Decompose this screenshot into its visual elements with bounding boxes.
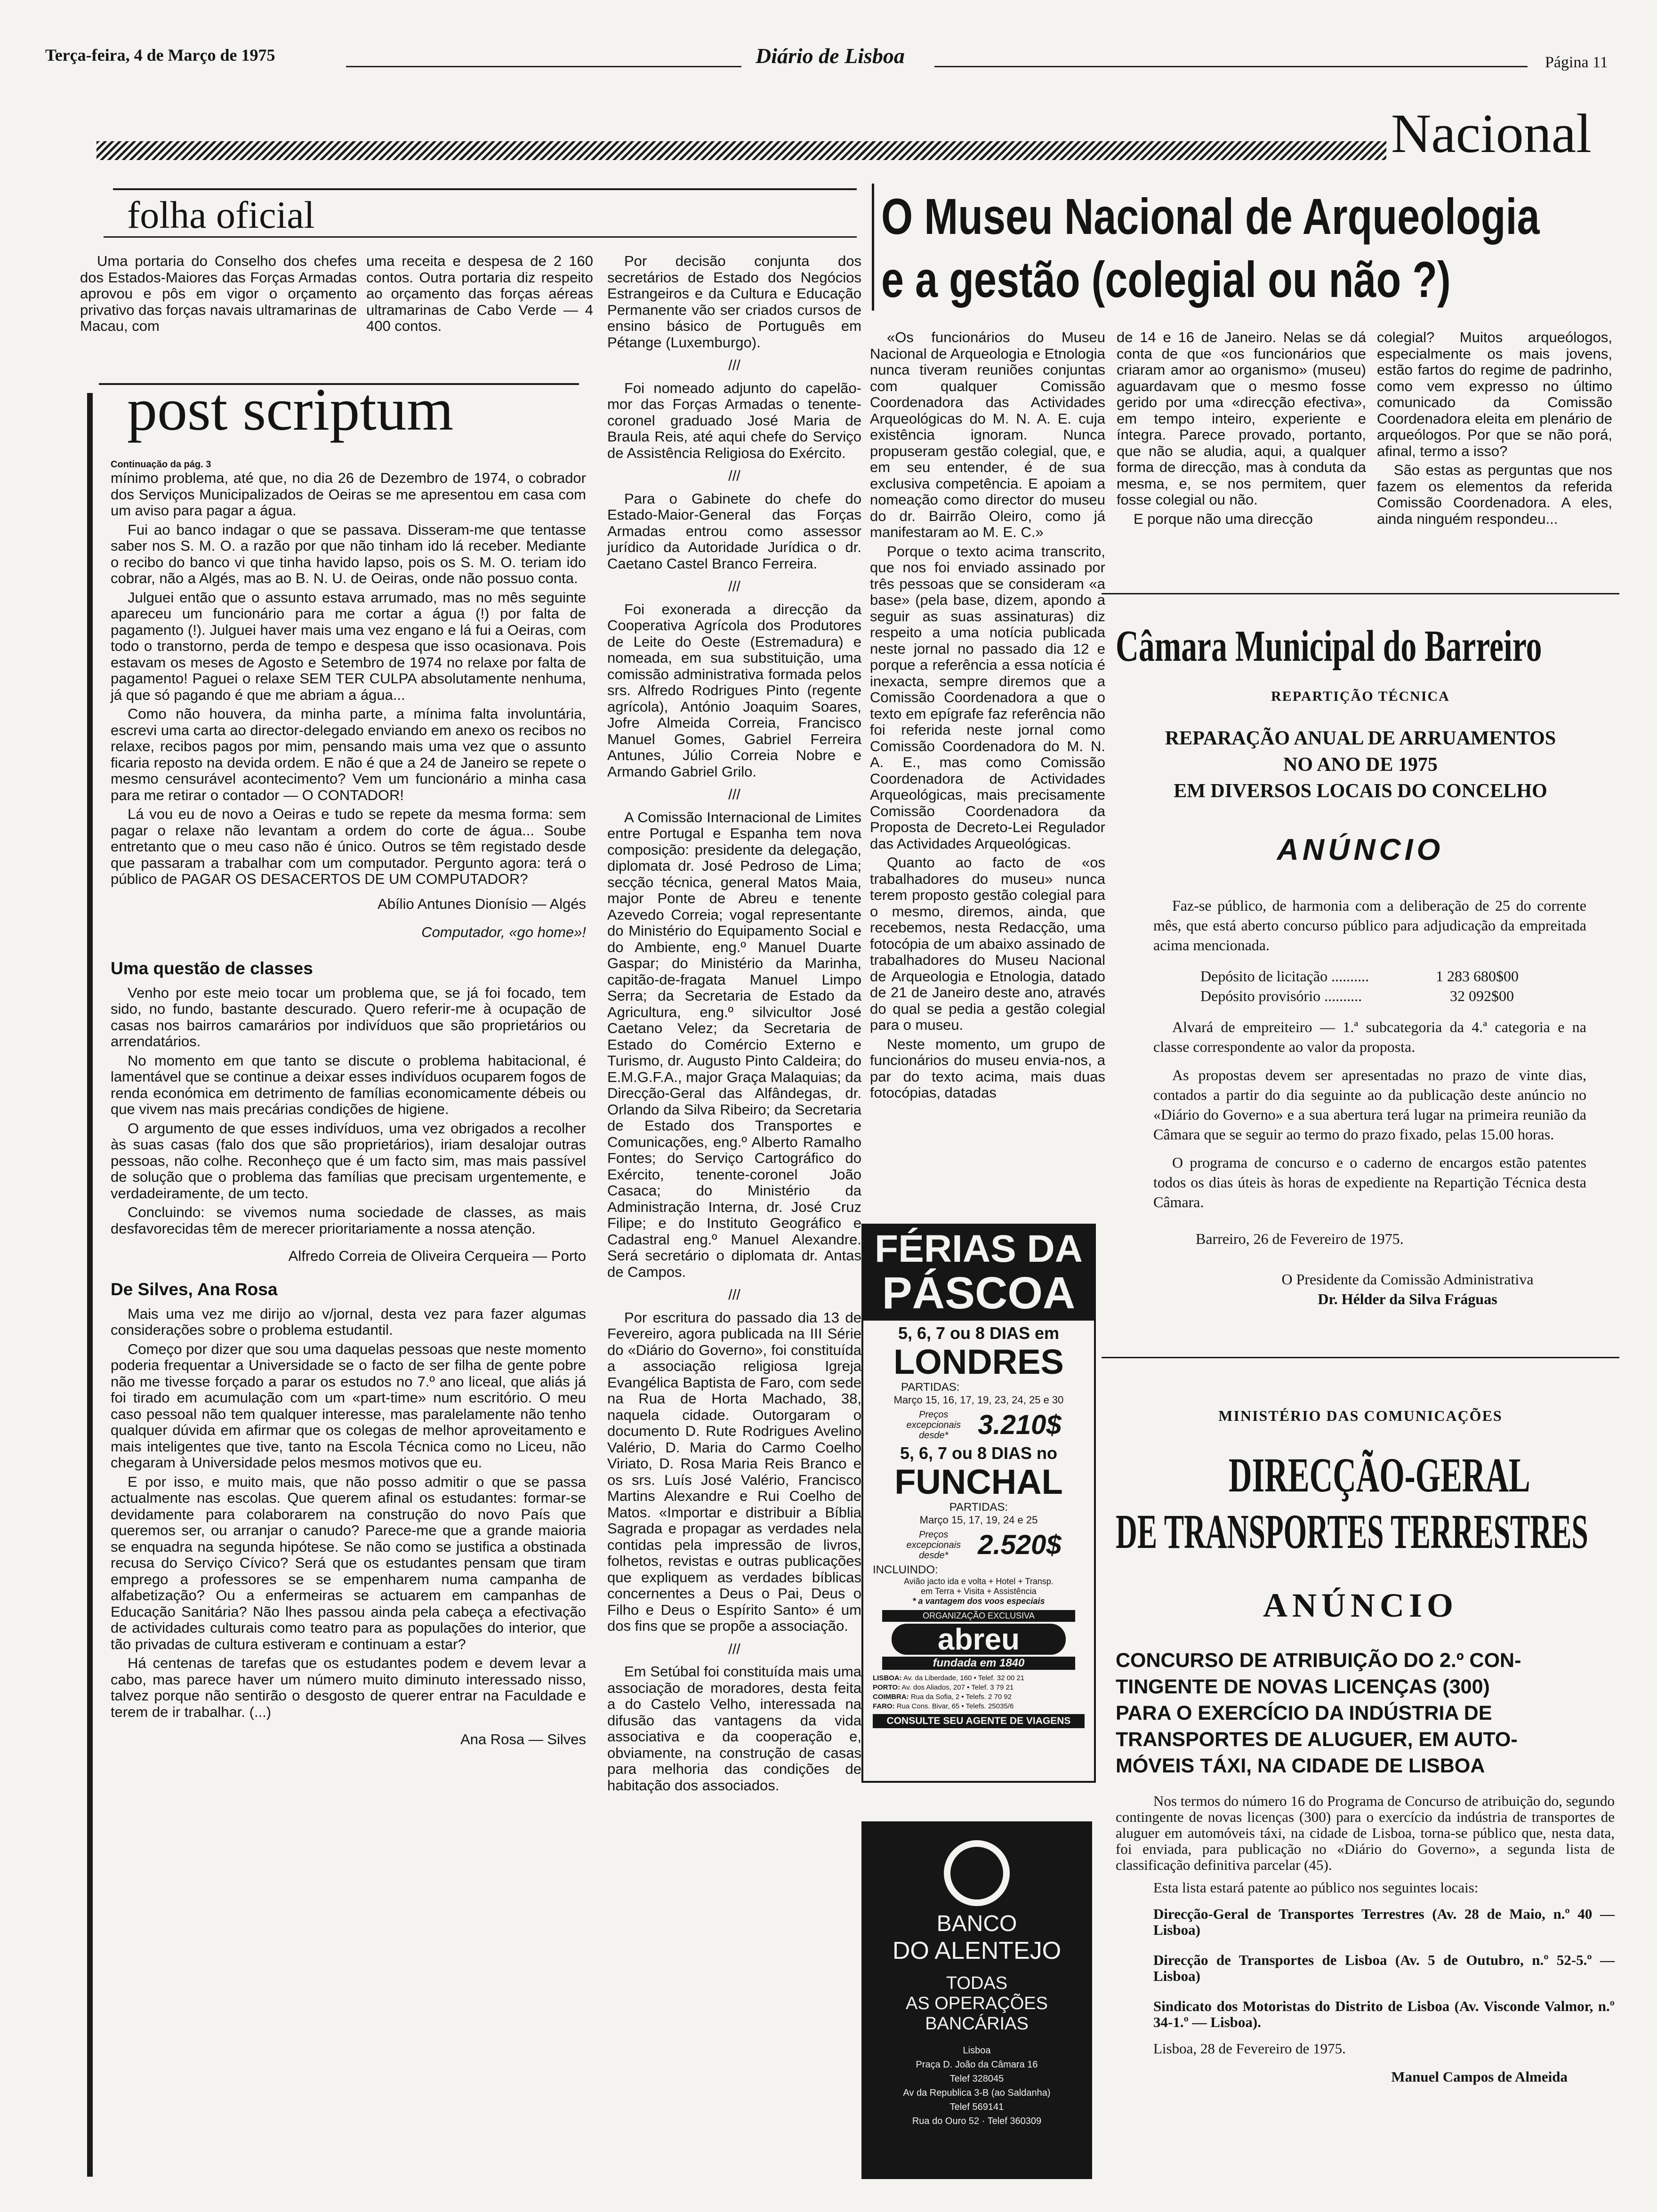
ps-heading-3: De Silves, Ana Rosa	[111, 1279, 278, 1299]
ferias-days-2: 5, 6, 7 ou 8 DIAS no	[900, 1443, 1058, 1463]
paragraph: colegial? Muitos arqueólogos, especialmente os mais jovens, estão fartos do regime de padrinho, como vem expresso no último comunicado da Comissão Coordenadora eleita em plenário de arqueólogos. Por que se não porá, afinal, termo a isso?	[1377, 329, 1612, 459]
museu-vertical-rule	[872, 184, 874, 311]
museu-col3	[1377, 329, 1612, 530]
ferias-office	[873, 1692, 1085, 1702]
ferias-price-row-2	[873, 1529, 1085, 1561]
ferias-incl-1: Avião jacto ida e volta + Hotel + Transp.	[904, 1577, 1054, 1586]
banco-addr-line: Av da Republica 3-B (ao Saldanha)	[903, 2088, 1051, 2098]
mc-heading	[1116, 1647, 1615, 1779]
deposit-label: Depósito provisório ..........	[1200, 987, 1362, 1004]
mc-heading-3: PARA O EXERCÍCIO DA INDÚSTRIA DE	[1116, 1702, 1492, 1724]
office-addr: Av. dos Aliados, 207 • Telef. 3 79 21	[901, 1683, 1014, 1691]
ferias-incl-2: em Terra + Visita + Assistência	[921, 1587, 1037, 1596]
ferias-days-1: 5, 6, 7 ou 8 DIAS em	[898, 1323, 1060, 1343]
office-city: PORTO:	[873, 1683, 901, 1691]
folha-title: folha oficial	[127, 193, 315, 236]
folha-item: Por decisão conjunta dos secretários de Estado dos Negócios Estrangeiros e da Cultura e Educação Permanente vão ser criados cursos de ensino básico de Português em Pétange (Luxemburgo).	[607, 253, 861, 351]
folha-item: A Comissão Internacional de Limites entre Portugal e Espanha tem nova composição: presidente da delegação, diplomata dr. José Pedroso de Lima; secção técnica, general Matos Maia, major Ponte de Abreu e tenente Azevedo Correia; vogal representante do Ministério do Equipamento Social e do Ambiente, eng.º Manuel Duarte Gaspar; do Ministério da Marinha, capitão-de-fragata Manuel Limpo Serra; da Secretaria de Estado da Agricultura, eng.º silvicultor José Caetano Velez; da Secretaria de Estado do Comércio Externo e Turismo, dr. Augusto Pinto Caldeira; do E.M.G.F.A., major Graça Malaquias; da Direcção-Geral das Alfândegas, dr. Orlando da Silva Ribeiro; da Secretaria de Estado dos Transportes e Comunicações, eng.º Alberto Ramalho Fontes; do Serviço Cartográfico do Exército, tenente-coronel João Casaca; do Ministério da Administração Interna, dr. José Cruz Filipe; e do Instituto Geográfico e Cadastral eng.º Manuel Alexandre. Será secretário o diplomata dr. Antas de Campos.	[607, 809, 861, 1280]
barreiro-heading	[1102, 725, 1619, 804]
ps-tagline: Computador, «go home»!	[421, 924, 586, 940]
mc-ministry: MINISTÉRIO DAS COMUNICAÇÕES	[1218, 1407, 1503, 1424]
paragraph: Fui ao banco indagar o que se passava. Disseram-me que tentasse saber nos S. M. O. a razão por que não tinham ido lá receber. Mediante o recibo do banco vi que tinha havido lapso, pois os S. M. O. teriam ido cobrar, não a Algés, mas ao B. N. U. de Oeiras, onde não possuo conta.	[111, 521, 586, 586]
paragraph: Porque o texto acima transcrito, que nos foi enviado assinado por três pessoas que se consideram «a base» (pela base, dizem, apondo a seguir as suas assinaturas) diz respeito a uma notícia publicada neste jornal no passado dia 12 e porque a referência a essa notícia é inexacta, sempre diremos que a Comissão Coordenadora a que o texto em epígrafe faz referência não foi referida neste jornal como Comissão Coordenadora do M. N. A. E., mas como Comissão Coordenadora de Actividades Arqueológicas, mais precisamente Comissão Coordenadora da Proposta de Decreto-Lei Regulador das Actividades Arqueológicas.	[870, 543, 1105, 852]
banco-ops-2: AS OPERAÇÕES	[906, 1994, 1048, 2013]
folha-col2-text: uma receita e despesa de 2 160 contos. Outra portaria diz respeito ao orçamento das forças aéreas ultramarinas de Cabo Verde — 4 400 contos.	[366, 253, 593, 334]
header-date: Terça-feira, 4 de Março de 1975	[45, 46, 275, 64]
ferias-offices	[873, 1674, 1085, 1711]
ps-title: post scriptum	[127, 376, 454, 443]
paragraph: São estas as perguntas que nos fazem os elementos da referida Comissão Coordenadora. A eles, ainda ninguém respondeu...	[1377, 462, 1612, 527]
barreiro-title: Câmara Municipal do Barreiro	[1116, 622, 1542, 671]
ps-signature-1: Abílio Antunes Dionísio — Algés	[378, 895, 586, 912]
ps-letter-1	[111, 470, 586, 941]
banco-addr-line: Praça D. João da Câmara 16	[916, 2060, 1038, 2070]
paragraph: Concluindo: se vivemos numa sociedade de classes, as mais desfavorecidas têm de merecer prioritariamente a nossa atenção.	[111, 1204, 586, 1237]
museu-col1	[870, 329, 1105, 1104]
folha-col2	[366, 253, 593, 337]
office-addr: Av. da Liberdade, 160 • Telef. 32 00 21	[903, 1674, 1025, 1682]
paragraph: O argumento de que esses indivíduos, uma vez obrigados a recolher às suas casas (falo dos que são proprietários), iriam desalojar outras pessoas, não colhe. Reconheço que é um facto sim, mas mais passível de solução que o problema das famílias que precisam urgentemente, e verdadeiramente, de um tecto.	[111, 1120, 586, 1202]
folha-separator: ///	[728, 1286, 740, 1303]
banco-name-2: DO ALENTEJO	[892, 1937, 1062, 1964]
paragraph: Há centenas de tarefas que os estudantes podem e devem levar a cabo, mas parece haver um número muito diminuto interessado nisso, talvez porque não sentirão o desgosto de querer entrar na Faculdade e terem de ir trabalhar. (...)	[111, 1655, 586, 1720]
mc-body	[1116, 1793, 1615, 2085]
folha-col1-text: Uma portaria do Conselho dos chefes dos Estados-Maiores das Forças Armadas aprovou e pôs em vigor o orçamento privativo das forças navais ultramarinas de Macau, com	[80, 253, 357, 334]
banco-ops-3: BANCÁRIAS	[925, 2014, 1029, 2034]
barreiro-deposit-1	[1153, 966, 1586, 986]
mc-heading-2: TINGENTE DE NOVAS LICENÇAS (300)	[1116, 1675, 1490, 1698]
page-number: Página 11	[1545, 54, 1608, 71]
paragraph: Neste momento, um grupo de funcionários do museu envia-nos, a par do texto acima, mais duas fotocópias, datadas	[870, 1035, 1105, 1101]
folha-separator: ///	[728, 578, 740, 594]
mc-anuncio: ANÚNCIO	[1263, 1587, 1458, 1624]
museu-title-line-1: O Museu Nacional de Arqueologia	[881, 188, 1540, 245]
folha-top-rule	[113, 188, 857, 190]
folha-separator: ///	[728, 357, 740, 373]
header-rule-left	[346, 66, 741, 67]
ps-signature-3: Ana Rosa — Silves	[460, 1731, 586, 1747]
mc-heading-5: MÓVEIS TÁXI, NA CIDADE DE LISBOA	[1116, 1755, 1485, 1777]
paragraph: E porque não uma direcção	[1134, 510, 1313, 527]
banco-ops-1: TODAS	[946, 1973, 1008, 1993]
museu-title-line-2: e a gestão (colegial ou não ?)	[881, 251, 1451, 308]
mc-location-3: Sindicato dos Motoristas do Distrito de Lisboa (Av. Visconde Valmor, n.º 34-1.º — Lisboa).	[1153, 1998, 1615, 2030]
barreiro-sig-2: Dr. Hélder da Silva Fráguas	[1318, 1290, 1497, 1307]
ferias-price-2: 2.520$	[978, 1530, 1062, 1560]
folha-title-rule	[104, 236, 857, 238]
mc-location-1: Direcção-Geral de Transportes Terrestres (Av. 28 de Maio, n.º 40 — Lisboa)	[1153, 1906, 1615, 1938]
folha-item: Foi exonerada a direcção da Cooperativa Agrícola dos Produtores de Leite do Oeste (Estremadura) e nomeada, em sua substituição, uma comissão administrativa formada pelos srs. Alfredo Rodrigues Pinto (regente agrícola), António Joaquim Soares, Jofre Almeida Correia, Francisco Manuel Gomes, Gabriel Ferreira Antunes, Júlio Correia Nobre e Armando Gabriel Grilo.	[607, 601, 861, 780]
ps-side-bar	[87, 393, 93, 2177]
museu-col2	[1117, 329, 1366, 530]
paragraph: As propostas devem ser apresentadas no prazo de vinte dias, contados a partir do dia seguinte ao da publicação deste anúncio no «Diário do Governo» e a sua abertura terá lugar na primeira reunião da Câmara que se seguir ao termo do prazo fixado, pelas 15.00 horas.	[1153, 1066, 1586, 1143]
deposit-label: Depósito de licitação ..........	[1200, 968, 1369, 985]
deposit-value: 1 283 680$00	[1436, 968, 1519, 985]
ferias-brand: abreu	[892, 1624, 1066, 1655]
paragraph: «Os funcionários do Museu Nacional de Arqueologia e Etnologia nunca tiveram reuniões conjuntas com qualquer Comissão Coordenadora das Actividades Arqueológicas do M. N. A. E. cuja existência ignoram. Nunca propuseram gestão colegial, que, e em seu entender, é de sua exclusiva competência. E apoiam a nomeação como director do museu do dr. Bairrão Oleiro, como já manifestaram ao M. E. C.»	[870, 329, 1105, 540]
banco-name-1: BANCO	[936, 1911, 1017, 1936]
office-city: FARO:	[873, 1702, 895, 1710]
ferias-line-2: PÁSCOA	[882, 1268, 1076, 1318]
paragraph: E por isso, e muito mais, que não posso admitir o que se passa actualmente nas escolas. Que querem afinal os estudantes: formar-se devidamente para colaborarem na construção do novo País que queremos ser, ou arranjar o canudo? Parece-me que a grande maioria se enquadra na segunda hipótese. Se não como se justifica a obstinada recusa do Serviço Cívico? Será que os estudantes pensam que tiram emprego a professores se se empenharem numa campanha de alfabetização? Ou a enfermeiras se actuarem em campanhas de Educação Sanitária? Não lhes passou ainda pela cabeça a efectivação de actividades culturais como teatro para as populações do interior, que tão privadas de cultura estiveram e continuam a estar?	[111, 1473, 586, 1652]
ferias-partidas-2: Março 15, 17, 19, 24 e 25	[919, 1514, 1038, 1526]
ferias-precos-2: Preços excepcionais desde*	[906, 1529, 961, 1561]
paragraph: Começo por dizer que sou uma daquelas pessoas que neste momento poderia frequentar a Universidade se o facto de ser filha de gente pobre não me tivesse forçado a parar os estudos no 7.º ano liceal, que aliás já foi tirado em acumulação com um «part-time» num escritório. O meu caso pessoal não tem qualquer interesse, mas paralelamente não tenho qualquer dúvida em afirmar que os colegas de melhor aproveitamento e mais inteligentes que tive, tanto na Escola Técnica como no Liceu, não chegaram à Universidade pelos mesmos motivos que eu.	[111, 1340, 586, 1471]
ps-letter-3	[111, 1306, 586, 1748]
section-hatch-bar	[97, 141, 1386, 160]
masthead: Diário de Lisboa	[756, 44, 905, 68]
ferias-price-row-1	[873, 1409, 1085, 1441]
folha-item: Por escritura do passado dia 13 de Fevereiro, agora publicada na III Série do «Diário do Governo», foi constituída a associação religiosa Igreja Evangélica Baptista de Faro, com sede na Rua de Horta Machado, 38, naquela cidade. Outorgaram o documento D. Rute Rodrigues Avelino Valério, D. Maria do Carmo Coelho Viriato, D. Rosa Maria Reis Branco e os srs. Luís José Valério, Francisco Martins Alexandre e Rui Coelho de Matos. «Importar e distribuir a Bíblia Sagrada e propagar as verdades nela contidas pela impressão de livros, folhetos, revistas e outras publicações que expliquem as verdades bíblicas concernentes a Deus o Pai, Deus o Filho e Deus o Espírito Santo» é um dos fins que se propõe a associação.	[607, 1309, 861, 1634]
paragraph: Venho por este meio tocar um problema que, se já foi focado, tem sido, no fundo, bastante descurado. Quero referir-me à ocupação de casas nos bairros camarários por indivíduos que são proprietários ou arrendatários.	[111, 984, 586, 1050]
barreiro-deposit-2	[1153, 986, 1586, 1006]
barreiro-heading-2: NO ANO DE 1975	[1283, 754, 1438, 776]
banco-addr-line: Rua do Ouro 52 · Telef 360309	[912, 2116, 1042, 2126]
ps-body	[111, 459, 586, 1748]
ferias-ad	[861, 1224, 1096, 1783]
folha-separator: ///	[728, 786, 740, 802]
ferias-header	[863, 1226, 1094, 1321]
paragraph: de 14 e 16 de Janeiro. Nelas se dá conta de que «os funcionários que criaram amor ao organismo» (museu) aguardavam que o mesmo fosse gerido por uma «direcção efectiva», em tempo inteiro, experiente e íntegra. Parece provado, portanto, que não se aludia, aqui, a qualquer forma de direcção, mas à conduta da mesma, e, se nos permitem, quer fosse colegial ou não.	[1117, 329, 1366, 508]
banco-logo	[944, 1840, 1010, 1906]
barreiro-sig-1: O Presidente da Comissão Administrativa	[1281, 1271, 1534, 1288]
mc-signature: Manuel Campos de Almeida	[1391, 2068, 1568, 2085]
ferias-partidas-label: PARTIDAS:	[901, 1381, 960, 1394]
paragraph: No momento em que tanto se discute o problema habitacional, é lamentável que se continue a deixar esses indivíduos ocuparem fogos de renda económica em detrimento de famílias economicamente débeis ou que vivem nas mais precárias condições de higiene.	[111, 1052, 586, 1117]
paragraph: Como não houvera, da minha parte, a mínima falta involuntária, escrevi uma carta ao director-delegado enviando em anexo os recibos no relaxe, recibos pagos por mim, pensando mais uma vez que o assunto ficaria reposto na devida ordem. E não é que a 24 de Janeiro se repete o mesmo censurável acontecimento? Vem um funcionário a minha casa para me retirar o contador — O CONTADOR!	[111, 705, 586, 803]
paragraph: Esta lista estará patente ao público nos seguintes locais:	[1153, 1879, 1479, 1896]
paragraph: O programa de concurso e o caderno de encargos estão patentes todos os dias úteis às horas de expediente na Repartição Técnica desta Câmara.	[1153, 1154, 1586, 1210]
office-city: COIMBRA:	[873, 1693, 909, 1701]
mc-location-2: Direcção de Transportes de Lisboa (Av. 5 de Outubro, n.º 52-5.º — Lisboa)	[1153, 1952, 1615, 1984]
banco-address	[861, 2044, 1092, 2128]
ferias-london: LONDRES	[893, 1342, 1064, 1381]
ps-heading-2: Uma questão de classes	[111, 958, 313, 978]
section-title: Nacional	[1391, 103, 1592, 164]
barreiro-ad	[1102, 593, 1619, 1358]
ferias-org: ORGANIZAÇÃO EXCLUSIVA	[882, 1610, 1075, 1622]
paragraph: mínimo problema, até que, no dia 26 de Dezembro de 1974, o cobrador dos Serviços Municipalizados de Oeiras se me apresentou em casa com um aviso para pagar a água.	[111, 470, 586, 519]
folha-item: Para o Gabinete do chefe do Estado-Maior-General das Forças Armadas entrou como assessor jurídico da Autoridade Jurídica o dr. Caetano Castel Branco Ferreira.	[607, 490, 861, 572]
barreiro-heading-3: EM DIVERSOS LOCAIS DO CONCELHO	[1174, 780, 1547, 802]
ferias-price-1: 3.210$	[978, 1410, 1062, 1440]
folha-col1	[80, 253, 357, 337]
paragraph: Lá vou eu de novo a Oeiras e tudo se repete da mesma forma: sem pagar o relaxe não levantam a ordem do corte de água... Soube entretanto que o meu caso não é único. Outros se têm registado desde que passaram a trabalhar com um computador. Pergunto agora: terá o público de PAGAR OS DESACERTOS DE UM COMPUTADOR?	[111, 806, 586, 887]
paragraph: Mais uma vez me dirijo ao v/jornal, desta vez para fazer algumas considerações sobre o problema estudantil.	[111, 1305, 586, 1338]
barreiro-date: Barreiro, 26 de Fevereiro de 1975.	[1196, 1230, 1404, 1247]
ferias-partidas-label-2: PARTIDAS:	[949, 1501, 1008, 1514]
paragraph: Quanto ao facto de «os trabalhadores do museu» nunca terem proposto gestão colegial para o mesmo, diremos, ainda, que recebemos, nesta Redacção, uma fotocópia de um abaixo assinado de trabalhadores do Museu Nacional de Arqueologia e Etnologia, datado de 21 de Janeiro deste ano, através do qual se pedia a gestão colegial para o museu.	[870, 854, 1105, 1033]
folha-item: Em Setúbal foi constituída mais uma associação de moradores, desta feita a do Castelo Velho, interessada na difusão das vantagens da vida associativa e da cooperação e, obviamente, na construção de casas para melhoria das condições de habitação dos associados.	[607, 1663, 861, 1794]
ferias-incl-label: INCLUINDO:	[873, 1563, 938, 1576]
banco-addr-line: Telef 569141	[949, 2102, 1004, 2112]
barreiro-heading-1: REPARAÇÃO ANUAL DE ARRUAMENTOS	[1165, 728, 1556, 749]
folha-col3	[607, 253, 861, 1796]
ferias-line-1: FÉRIAS DA	[875, 1227, 1083, 1270]
ferias-precos: Preços excepcionais desde*	[906, 1409, 961, 1441]
ferias-body	[863, 1321, 1094, 1731]
barreiro-anuncio: ANÚNCIO	[1277, 833, 1444, 866]
banco-addr-line: Telef 328045	[949, 2074, 1004, 2084]
mc-heading-1: CONCURSO DE ATRIBUIÇÃO DO 2.º CON-	[1116, 1649, 1521, 1672]
folha-separator: ///	[728, 1640, 740, 1657]
mc-ad	[1102, 1379, 1619, 2179]
ferias-partidas-1: Março 15, 16, 17, 19, 23, 24, 25 e 30	[893, 1394, 1064, 1406]
office-addr: Rua Cons. Bivar, 65 • Telefs. 25035/6	[896, 1702, 1014, 1710]
banco-addr-line: Lisboa	[963, 2045, 991, 2056]
office-city: LISBOA:	[873, 1674, 902, 1682]
banco-ad	[861, 1821, 1092, 2179]
mc-heading-4: TRANSPORTES DE ALUGUER, EM AUTO-	[1116, 1728, 1518, 1751]
ps-letter-2	[111, 985, 586, 1265]
ps-signature-2: Alfredo Correia de Oliveira Cerqueira — Porto	[288, 1248, 586, 1264]
office-addr: Rua da Sofia, 2 • Telefs. 2 70 92	[910, 1693, 1012, 1701]
paragraph: Julguei então que o assunto estava arrumado, mas no mês seguinte apareceu um funcionário para me cortar a água (!) por falta de pagamento (!). Julguei haver mais uma vez engano e lá fui a Oeiras, com todo o transtorno, perda de tempo e despesa que isso ocasionava. Pois estavam os meses de Agosto e Setembro de 1974 no relaxe por falta de pagamento! Paguei o relaxe SEM TER CULPA absolutamente nenhuma, já que só pagando é que me abriam a água...	[111, 589, 586, 703]
ferias-consult: CONSULTE SEU AGENTE DE VIAGENS	[873, 1714, 1085, 1728]
ferias-founded: fundada em 1840	[882, 1657, 1075, 1670]
ps-continuation: Continuação da pág. 3	[111, 459, 211, 470]
paragraph: Nos termos do número 16 do Programa de Concurso de atribuição do, segundo contingente de novas licenças (300) para o exercício da indústria de transportes de aluguer em automóveis táxi, na cidade de Lisboa, torna-se público que, nesta data, foi enviada, para publicação no «Diário do Governo», a segunda lista de classificação definitiva parcelar (45).	[1116, 1793, 1615, 1873]
barreiro-dept: REPARTIÇÃO TÉCNICA	[1271, 689, 1450, 704]
ferias-funchal: FUNCHAL	[894, 1462, 1063, 1501]
paragraph: Faz-se público, de harmonia com a deliberação de 25 do corrente mês, que está aberto concurso público para adjudicação da empreitada acima mencionada.	[1153, 897, 1586, 954]
mc-date: Lisboa, 28 de Fevereiro de 1975.	[1153, 2040, 1346, 2057]
mc-title-2: DE TRANSPORTES TERRESTRES	[1116, 1505, 1588, 1559]
ferias-incl-3: * a vantagem dos voos especiais	[912, 1596, 1045, 1606]
ferias-office	[873, 1702, 1085, 1711]
barreiro-body	[1153, 896, 1586, 1309]
mc-title-1: DIRECÇÃO-GERAL	[1229, 1448, 1530, 1502]
header-rule-right	[934, 66, 1528, 67]
folha-item: Foi nomeado adjunto do capelão-mor das Forças Armadas o tenente-coronel graduado José Maria de Braula Reis, até aqui chefe do Serviço de Assistência Religiosa do Exército.	[607, 379, 861, 461]
folha-separator: ///	[728, 467, 740, 484]
ferias-office	[873, 1674, 1085, 1683]
deposit-value: 32 092$00	[1450, 987, 1514, 1004]
ferias-office	[873, 1683, 1085, 1692]
paragraph: Alvará de empreiteiro — 1.ª subcategoria da 4.ª categoria e na classe correspondente ao valor da proposta.	[1153, 1018, 1586, 1055]
